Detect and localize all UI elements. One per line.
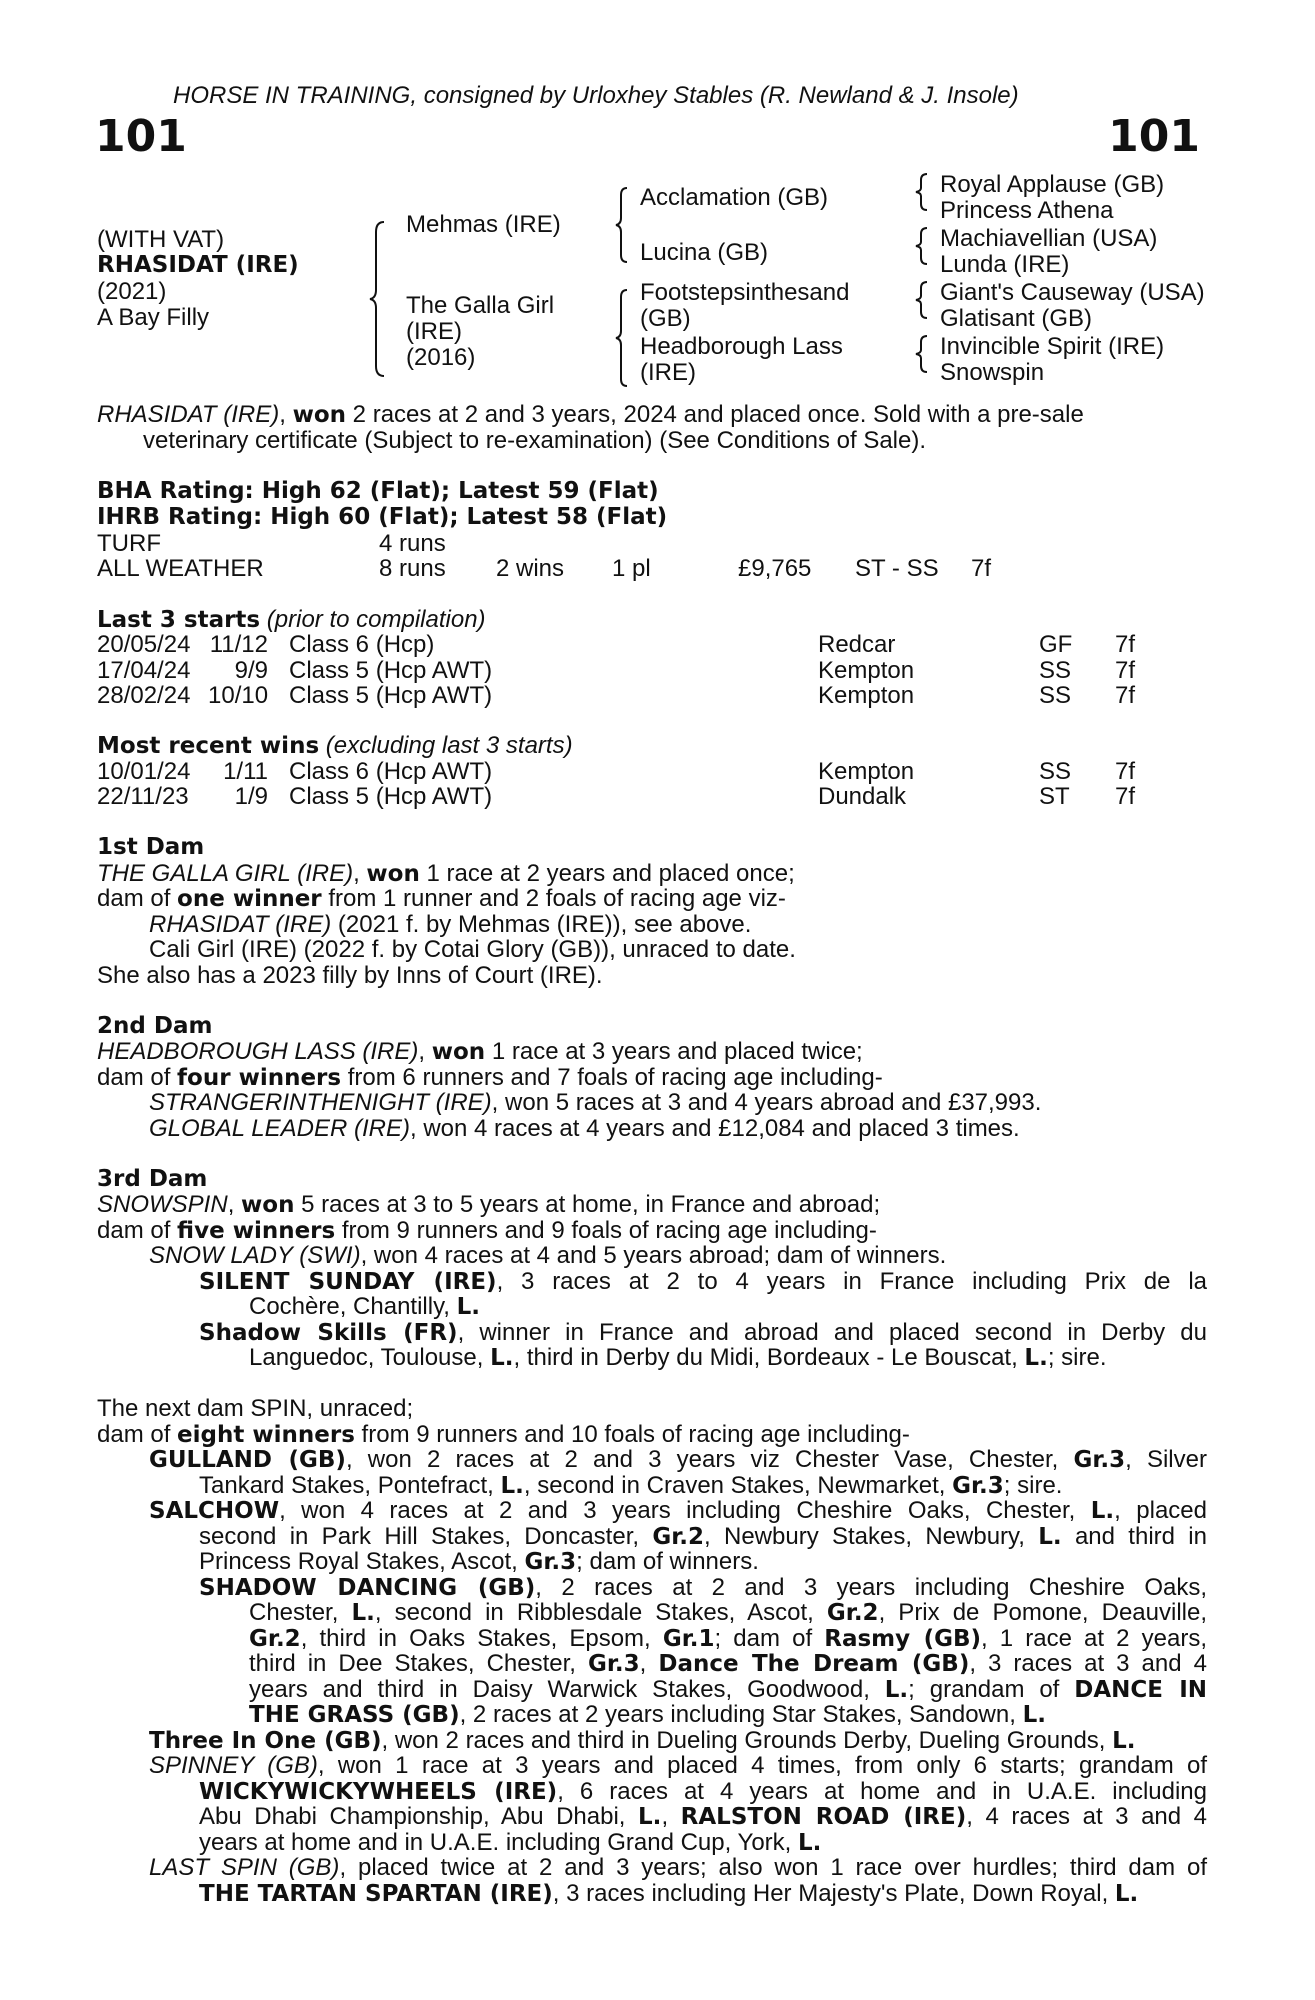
summary-paragraph: RHASIDAT (IRE), won 2 races at 2 and 3 years, 2024 and placed once. Sold with a pre-sale (97, 401, 1084, 428)
race-distance: 7f (1115, 657, 1136, 684)
text: , 6 races at 4 years at home and in U.A.E. including (557, 1778, 1208, 1805)
turf-label: TURF (97, 530, 161, 557)
text: 1 race at 2 years and placed once; (419, 860, 795, 887)
winners-count: four winners (177, 1065, 342, 1091)
vat-label: (WITH VAT) (97, 226, 225, 253)
text: from 6 runners and 7 foals of racing age including- (341, 1064, 883, 1091)
race-going: SS (1039, 657, 1072, 684)
last3-subtitle: (prior to compilation) (260, 606, 486, 633)
winners-count: one winner (177, 886, 322, 912)
shadow-line-3 (249, 1626, 1207, 1653)
text: and third in (1061, 1523, 1207, 1550)
dam1-line-3 (149, 912, 751, 938)
ihrb-rating: IHRB Rating: High 60 (Flat); Latest 58 (Flat) (97, 504, 668, 530)
pedigree-sire-sire: Acclamation (GB) (640, 184, 829, 211)
race-class: Class 5 (Hcp AWT) (289, 682, 493, 709)
pedigree-dam-line-2: (IRE) (406, 318, 462, 345)
race-date: 20/05/24 (97, 631, 191, 658)
last3-heading (97, 607, 486, 634)
spinney-line-4 (199, 1830, 821, 1857)
grade-label: L. (351, 1600, 375, 1626)
progeny-name: Dance The Dream (GB) (658, 1651, 970, 1677)
salchow-line-1 (149, 1498, 1207, 1525)
dam2-line-4 (149, 1116, 1020, 1142)
text: years and third in Daisy Warwick Stakes, Goodwood, (249, 1676, 885, 1703)
dam1-line-5: She also has a 2023 filly by Inns of Court (IRE). (97, 962, 603, 989)
text: , 3 races including Her Majesty's Plate, Down Royal, (552, 1880, 1115, 1907)
progeny-name: Three In One (GB) (149, 1728, 382, 1754)
text: 1 race at 3 years and placed twice; (485, 1038, 863, 1065)
grade-label: L. (456, 1294, 481, 1320)
text: ; grandam of (908, 1676, 1075, 1703)
summary-text-2: veterinary certificate (Subject to re-examination) (See Conditions of Sale). (143, 427, 927, 454)
race-position: 11/12 (209, 631, 268, 658)
grade-label: Gr.3 (952, 1473, 1004, 1499)
text: , (418, 1038, 432, 1065)
text: , 2 races at 2 and 3 years including Cheshire Oaks, (535, 1574, 1208, 1601)
progeny-name: SNOW LADY (SWI) (149, 1242, 361, 1269)
aw-wins: 2 wins (496, 555, 565, 582)
text: , (353, 860, 367, 887)
race-going: GF (1039, 631, 1073, 658)
progeny-name: GULLAND (GB) (149, 1447, 346, 1473)
text: ; sire. (1047, 1344, 1107, 1371)
race-course: Redcar (818, 631, 896, 658)
grade-label: L. (638, 1804, 662, 1830)
aw-runs: 8 runs (379, 555, 446, 582)
race-distance: 7f (1115, 631, 1136, 658)
salchow-line-2 (199, 1524, 1207, 1551)
race-course: Kempton (818, 758, 915, 785)
text: dam of (97, 1064, 178, 1091)
spinney-line-3 (199, 1804, 1207, 1831)
aw-prize: £9,765 (738, 555, 812, 582)
text: , (661, 1803, 681, 1830)
dam3-line-5b (249, 1345, 1107, 1372)
dam3-line-1 (97, 1192, 880, 1219)
nextdam-line-1: The next dam SPIN, unraced; (97, 1395, 414, 1422)
horse-description: A Bay Filly (97, 304, 210, 331)
text: , (227, 1191, 242, 1218)
progeny-name: SILENT SUNDAY (IRE) (199, 1269, 497, 1295)
dam2-line-1 (97, 1039, 863, 1066)
race-date: 22/11/23 (97, 783, 189, 810)
text: third in Dee Stakes, Chester, (249, 1650, 588, 1677)
pedigree-bracket-g3-4 (914, 334, 930, 374)
text: , won 4 races at 4 years and £12,084 and placed 3 times. (409, 1115, 1020, 1142)
aw-label: ALL WEATHER (97, 555, 264, 582)
text: Cochère, Chantilly, (249, 1293, 457, 1320)
dam2-name: HEADBOROUGH LASS (IRE) (97, 1038, 419, 1065)
text: Tankard Stakes, Pontefract, (199, 1472, 501, 1499)
grade-label: L. (490, 1345, 514, 1371)
dam3-line-4a (199, 1269, 1207, 1296)
summary-horse-name: RHASIDAT (IRE) (97, 401, 280, 428)
text: , third in Derby du Midi, Bordeaux - Le Bouscat, (513, 1344, 1025, 1371)
race-distance: 7f (1115, 783, 1136, 810)
pedigree-dam-sire-line-1: Footstepsinthesand (640, 279, 850, 306)
pedigree-bracket-main (368, 220, 388, 378)
dam2-line-3 (149, 1090, 1041, 1116)
grade-label: Gr.1 (662, 1626, 715, 1652)
grade-label: L. (1112, 1728, 1136, 1754)
progeny-name: Shadow Skills (FR) (199, 1320, 458, 1346)
grade-label: L. (1022, 1702, 1046, 1728)
pedigree-g3-6: Glatisant (GB) (940, 305, 1093, 332)
text: ; dam of winners. (576, 1548, 759, 1575)
turf-runs: 4 runs (379, 530, 446, 557)
text: Abu Dhabi Championship, Abu Dhabi, (199, 1803, 639, 1830)
won-label: won (431, 1039, 486, 1065)
last-spin-line-1 (149, 1855, 1207, 1881)
progeny-name: SPINNEY (GB) (149, 1752, 318, 1779)
pedigree-sire: Mehmas (IRE) (406, 211, 561, 238)
pedigree-g3-1: Royal Applause (GB) (940, 171, 1165, 198)
race-course: Kempton (818, 682, 915, 709)
dam3-line-3 (149, 1243, 946, 1269)
progeny-name: DANCE IN (1074, 1677, 1207, 1703)
race-class: Class 5 (Hcp AWT) (289, 657, 493, 684)
winners-count: eight winners (177, 1422, 355, 1448)
salchow-line-3 (199, 1549, 759, 1576)
race-course: Dundalk (818, 783, 907, 810)
nextdam-line-2 (97, 1422, 910, 1449)
grade-label: L. (884, 1677, 909, 1703)
text: , third in Oaks Stakes, Epsom, (300, 1625, 663, 1652)
pedigree-sire-dam: Lucina (GB) (640, 239, 769, 266)
race-position: 10/10 (208, 682, 269, 709)
pedigree-dam-dam-line-1: Headborough Lass (640, 333, 843, 360)
text: ; dam of (714, 1625, 825, 1652)
text: , won 5 races at 3 and 4 years abroad and £37,993. (491, 1089, 1042, 1116)
pedigree-g3-2: Princess Athena (940, 197, 1114, 224)
grade-label: L. (1024, 1345, 1048, 1371)
won-label: won (366, 861, 420, 887)
pedigree-bracket-dam (614, 288, 630, 388)
pedigree-bracket-g3-3 (914, 280, 930, 320)
text: , 3 races at 3 and 4 (969, 1650, 1207, 1677)
text: , placed (1114, 1497, 1207, 1524)
grade-label: Gr.3 (587, 1651, 640, 1677)
dam1-line-2 (97, 886, 786, 913)
pedigree-dam-line-3: (2016) (406, 344, 476, 371)
lot-number-left: 101 (95, 111, 187, 162)
text: dam of (97, 885, 178, 912)
text: , second in Craven Stakes, Newmarket, (523, 1472, 953, 1499)
text: , 4 races at 3 and 4 (966, 1803, 1208, 1830)
horse-name: RHASIDAT (IRE) (97, 252, 299, 278)
text: Chester, (249, 1599, 352, 1626)
dam1-title: 1st Dam (97, 834, 205, 860)
text: , 1 race at 2 years, (981, 1625, 1207, 1652)
wins-title: Most recent wins (97, 733, 320, 759)
pedigree-bracket-sire (614, 186, 630, 264)
text: , Silver (1125, 1446, 1207, 1473)
grade-label: L. (1090, 1498, 1115, 1524)
dam3-line-4b (249, 1294, 480, 1321)
progeny-name: GLOBAL LEADER (IRE) (149, 1115, 410, 1142)
shadow-line-4 (249, 1651, 1207, 1678)
pedigree-g3-4: Lunda (IRE) (940, 251, 1070, 278)
pedigree-bracket-g3-2 (914, 226, 930, 266)
grade-label: L. (798, 1830, 822, 1856)
grade-label: L. (1038, 1524, 1062, 1550)
race-class: Class 6 (Hcp AWT) (289, 758, 493, 785)
progeny-name: SALCHOW (149, 1498, 280, 1524)
text: second in Park Hill Stakes, Doncaster, (199, 1523, 653, 1550)
race-position: 9/9 (234, 657, 268, 684)
summary-text-1: 2 races at 2 and 3 years, 2024 and placed once. Sold with a pre-sale (346, 401, 1084, 428)
summary-won: won (292, 402, 347, 428)
text: , won 1 race at 3 years and placed 4 times, from only 6 starts; grandam of (317, 1752, 1207, 1779)
progeny-name: RHASIDAT (IRE) (149, 911, 332, 938)
dam1-line-4: Cali Girl (IRE) (2022 f. by Cotai Glory (GB)), unraced to date. (149, 936, 796, 963)
progeny-name: RALSTON ROAD (IRE) (680, 1804, 967, 1830)
pedigree-g3-3: Machiavellian (USA) (940, 225, 1158, 252)
text: 5 races at 3 to 5 years at home, in France and abroad; (294, 1191, 881, 1218)
grade-label: L. (500, 1473, 524, 1499)
race-date: 28/02/24 (97, 682, 191, 709)
text: Languedoc, Toulouse, (249, 1344, 491, 1371)
progeny-name: THE GRASS (GB) (249, 1702, 460, 1728)
lot-number-right: 101 (1108, 111, 1200, 162)
three-in-one-line (149, 1728, 1136, 1755)
grade-label: Gr.3 (524, 1549, 577, 1575)
pedigree-g3-8: Snowspin (940, 359, 1045, 386)
text: , Newbury Stakes, Newbury, (704, 1523, 1039, 1550)
race-position: 1/11 (223, 758, 268, 785)
progeny-name: Rasmy (GB) (824, 1626, 981, 1652)
text: , Prix de Pomone, Deauville, (878, 1599, 1207, 1626)
race-date: 17/04/24 (97, 657, 191, 684)
dam3-name: SNOWSPIN (97, 1191, 228, 1218)
text: dam of (97, 1421, 178, 1448)
text: , won 2 races at 2 and 3 years viz Chester Vase, Chester, (345, 1446, 1074, 1473)
dam2-line-2 (97, 1065, 883, 1092)
text: , (639, 1650, 659, 1677)
progeny-name: STRANGERINTHENIGHT (IRE) (149, 1089, 492, 1116)
pedigree-bracket-g3-1 (914, 172, 930, 212)
won-label: won (241, 1192, 295, 1218)
pedigree-dam-sire-line-2: (GB) (640, 305, 691, 332)
race-date: 10/01/24 (97, 758, 191, 785)
consignment-header: HORSE IN TRAINING, consigned by Urloxhey Stables (R. Newland & J. Insole) (173, 82, 1019, 109)
dam1-name: THE GALLA GIRL (IRE) (97, 860, 354, 887)
race-going: SS (1039, 758, 1072, 785)
grade-label: Gr.2 (826, 1600, 879, 1626)
spinney-line-2 (199, 1779, 1207, 1806)
race-position: 1/9 (234, 783, 268, 810)
text: , 2 races at 2 years including Star Stakes, Sandown, (459, 1701, 1023, 1728)
aw-going: ST - SS (855, 555, 939, 582)
aw-distance: 7f (971, 555, 992, 582)
last-spin-line-2 (199, 1881, 1138, 1908)
text: , won 4 races at 2 and 3 years including Cheshire Oaks, Chester, (279, 1497, 1091, 1524)
shadow-line-1 (199, 1575, 1207, 1602)
race-course: Kempton (818, 657, 915, 684)
race-distance: 7f (1115, 758, 1136, 785)
progeny-name: SHADOW DANCING (GB) (199, 1575, 536, 1601)
dam3-line-2 (97, 1218, 877, 1245)
grade-label: Gr.2 (249, 1626, 301, 1652)
race-distance: 7f (1115, 682, 1136, 709)
last3-title: Last 3 starts (97, 607, 261, 633)
text: (2021 f. by Mehmas (IRE)), see above. (331, 911, 752, 938)
text: , second in Ribblesdale Stakes, Ascot, (374, 1599, 827, 1626)
dam3-line-5a (199, 1320, 1207, 1347)
gulland-line-1 (149, 1447, 1207, 1474)
wins-heading (97, 733, 573, 760)
horse-year: (2021) (97, 278, 167, 305)
pedigree-dam-dam-line-2: (IRE) (640, 359, 696, 386)
dam1-line-1 (97, 861, 795, 888)
bha-rating: BHA Rating: High 62 (Flat); Latest 59 (Flat) (97, 478, 659, 504)
text: from 9 runners and 9 foals of racing age including- (335, 1217, 877, 1244)
text: , placed twice at 2 and 3 years; also won 1 race over hurdles; third dam of (339, 1854, 1207, 1881)
progeny-name: LAST SPIN (GB) (149, 1854, 340, 1881)
grade-label: Gr.3 (1073, 1447, 1126, 1473)
text: Princess Royal Stakes, Ascot, (199, 1548, 525, 1575)
dam3-title: 3rd Dam (97, 1166, 208, 1192)
progeny-name: WICKYWICKYWHEELS (IRE) (199, 1779, 558, 1805)
race-class: Class 6 (Hcp) (289, 631, 435, 658)
wins-subtitle: (excluding last 3 starts) (319, 732, 573, 759)
text: ; sire. (1003, 1472, 1063, 1499)
text: years at home and in U.A.E. including Grand Cup, York, (199, 1829, 799, 1856)
text: , winner in France and abroad and placed second in Derby du (457, 1319, 1208, 1346)
pedigree-g3-7: Invincible Spirit (IRE) (940, 333, 1165, 360)
pedigree-g3-5: Giant's Causeway (USA) (940, 279, 1205, 306)
text: , 3 races at 2 to 4 years in France including Prix de la (496, 1268, 1207, 1295)
text: from 9 runners and 10 foals of racing age including- (354, 1421, 910, 1448)
gulland-line-2 (199, 1473, 1062, 1500)
shadow-line-6 (249, 1702, 1046, 1729)
winners-count: five winners (177, 1218, 336, 1244)
race-going: SS (1039, 682, 1072, 709)
shadow-line-5 (249, 1677, 1207, 1704)
pedigree-dam-line-1: The Galla Girl (406, 292, 555, 319)
aw-placed: 1 pl (612, 555, 651, 582)
spinney-line-1 (149, 1753, 1207, 1779)
grade-label: L. (1114, 1881, 1139, 1907)
grade-label: Gr.2 (652, 1524, 705, 1550)
race-going: ST (1039, 783, 1070, 810)
text: , won 4 races at 4 and 5 years abroad; dam of winners. (360, 1242, 947, 1269)
text: , won 2 races and third in Dueling Grounds Derby, Dueling Grounds, (381, 1727, 1113, 1754)
text: dam of (97, 1217, 178, 1244)
progeny-name: THE TARTAN SPARTAN (IRE) (199, 1881, 553, 1907)
text: from 1 runner and 2 foals of racing age viz- (321, 885, 786, 912)
dam2-title: 2nd Dam (97, 1013, 213, 1039)
shadow-line-2 (249, 1600, 1207, 1627)
race-class: Class 5 (Hcp AWT) (289, 783, 493, 810)
